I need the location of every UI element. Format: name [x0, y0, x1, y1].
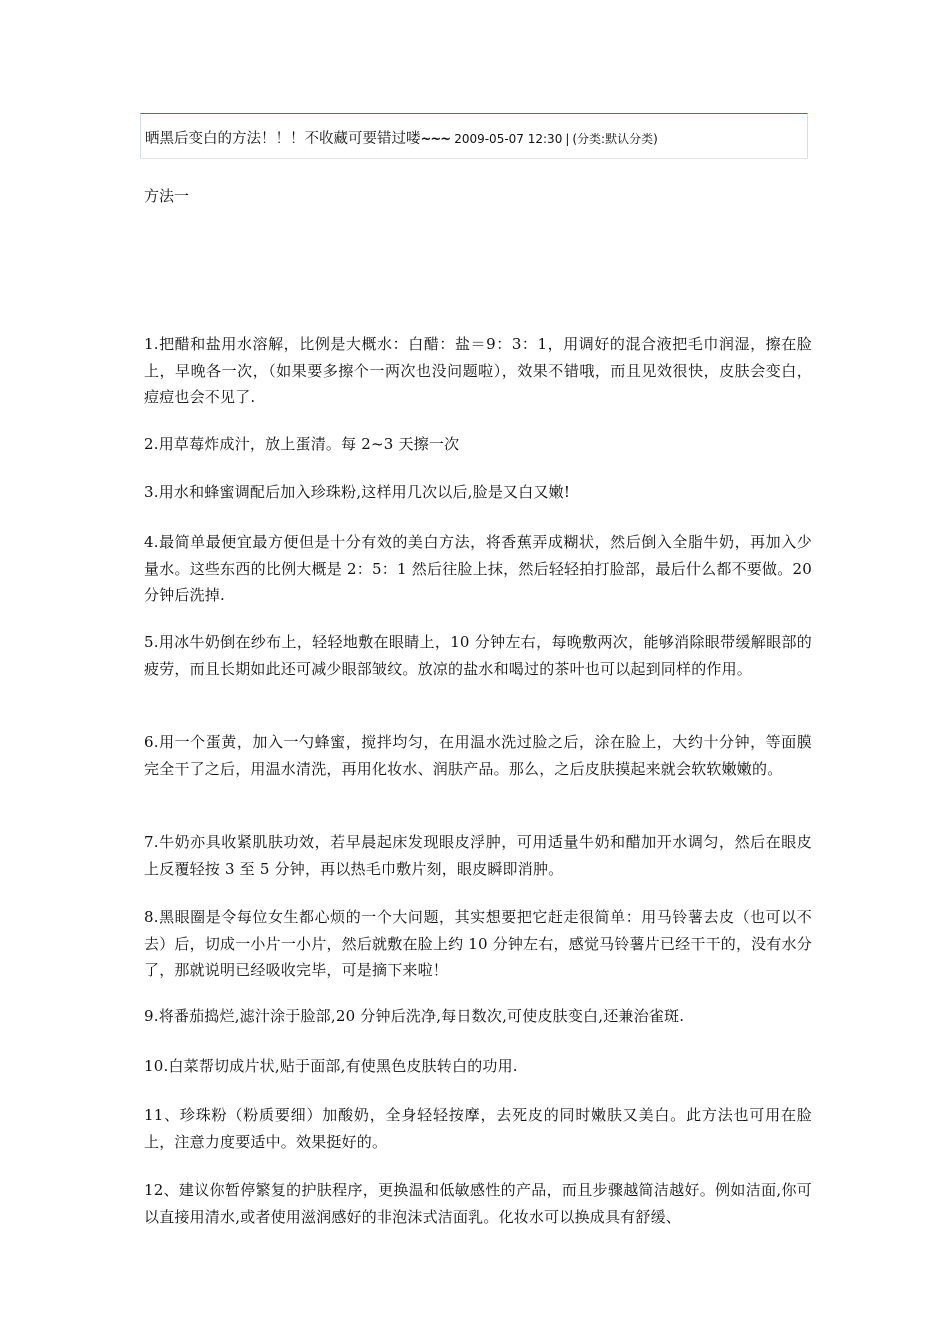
method-item-11: 11、珍珠粉（粉质要细）加酸奶，全身轻轻按摩，去死皮的同时嫩肤又美白。此方法也可用在脸上，注意力度要适中。效果挺好的。 [144, 1106, 812, 1151]
post-title-line [145, 130, 658, 149]
method-item-10: 10.白菜帮切成片状,贴于面部,有使黑色皮肤转白的功用. [144, 1057, 518, 1075]
method-item-5: 5.用冰牛奶倒在纱布上，轻轻地敷在眼睛上，10 分钟左右，每晚敷两次，能够消除眼带缓解眼部的疲劳，而且长期如此还可减少眼部皱纹。放凉的盐水和喝过的茶叶也可以起到同样的作用。 [144, 633, 812, 678]
post-date: 2009-05-07 12:30 [454, 132, 563, 146]
post-title-bar [140, 113, 808, 159]
method-item-3: 3.用水和蜂蜜调配后加入珍珠粉,这样用几次以后,脸是又白又嫩! [144, 483, 571, 501]
post-title: 晒黑后变白的方法！！！不收藏可要错过喽 [145, 131, 421, 147]
title-separator: | [565, 132, 570, 146]
method-item-4: 4.最简单最便宜最方便但是十分有效的美白方法，将香蕉弄成糊状，然后倒入全脂牛奶，再加入少量水。这些东西的比例大概是 2：5：1 然后往脸上抹，然后轻轻拍打脸部，最后什么都不要做。20 分钟后洗掉. [144, 533, 812, 604]
method-item-1: 1.把醋和盐用水溶解，比例是大概水：白醋：盐＝9：3：1，用调好的混合液把毛巾润湿，擦在脸上，早晚各一次，（如果要多擦个一两次也没问题啦），效果不错哦，而且见效很快，皮肤会变白，痘痘也会不见了. [144, 335, 812, 406]
title-tildes: ~~~ [420, 132, 451, 147]
method-item-12: 12、建议你暂停繁复的护肤程序，更换温和低敏感性的产品，而且步骤越简洁越好。例如洁面,你可以直接用清水,或者使用滋润感好的非泡沫式洁面乳。化妆水可以换成具有舒缓、 [144, 1181, 812, 1226]
section-heading: 方法一 [144, 187, 190, 205]
post-category: (分类:默认分类) [572, 132, 658, 146]
method-item-9: 9.将番茄捣烂,滤汁涂于脸部,20 分钟后洗净,每日数次,可使皮肤变白,还兼治雀斑. [144, 1007, 685, 1025]
method-item-6: 6.用一个蛋黄，加入一勺蜂蜜，搅拌均匀，在用温水洗过脸之后，涂在脸上，大约十分钟，等面膜完全干了之后，用温水清洗，再用化妆水、润肤产品。那么，之后皮肤摸起来就会软软嫩嫩的。 [144, 733, 812, 778]
method-item-8: 8.黑眼圈是令每位女生都心烦的一个大问题，其实想要把它赶走很简单：用马铃薯去皮（也可以不去）后，切成一小片一小片，然后就敷在脸上约 10 分钟左右，感觉马铃薯片已经干干的，没有水分了，那就说明已经吸收完毕，可是摘下来啦！ [144, 908, 812, 979]
method-item-2: 2.用草莓炸成汁，放上蛋清。每 2~3 天擦一次 [144, 435, 460, 453]
method-item-7: 7.牛奶亦具收紧肌肤功效，若早晨起床发现眼皮浮肿，可用适量牛奶和醋加开水调匀，然后在眼皮上反覆轻按 3 至 5 分钟，再以热毛巾敷片刻，眼皮瞬即消肿。 [144, 833, 812, 878]
